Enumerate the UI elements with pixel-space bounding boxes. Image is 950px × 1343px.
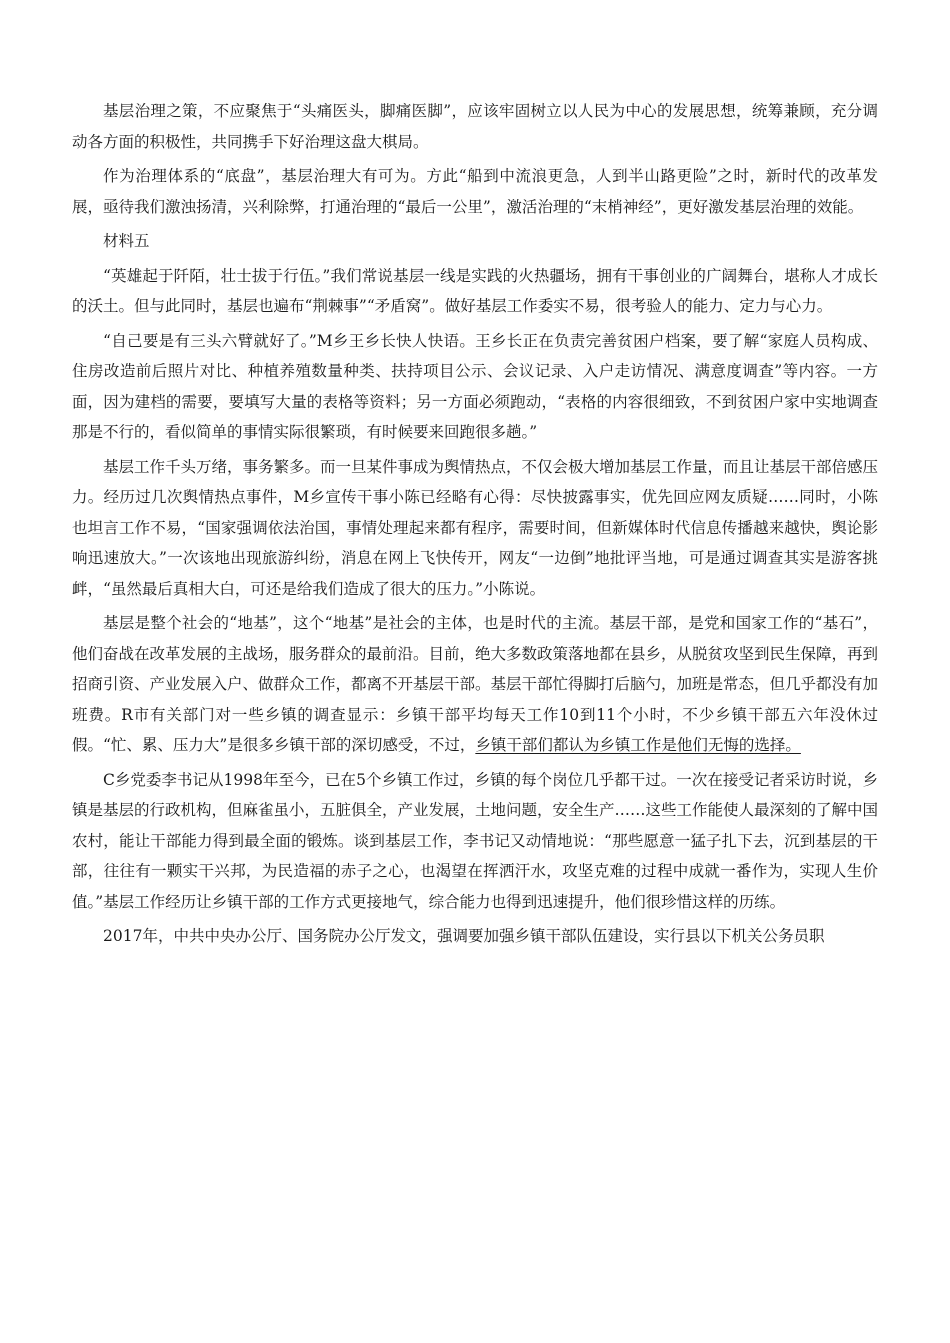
paragraph-3: “英雄起于阡陌，壮士拔于行伍。”我们常说基层一线是实践的火热疆场，拥有干事创业的广阔舞台，堪称人才成长的沃土。但与此同时，基层也遍布“荆棘事”“矛盾窝”。做好基层工作委实不易，很考验人的能力、定力与心力。	[72, 266, 878, 315]
section-heading-material-five: 材料五	[103, 232, 150, 250]
underlined-sentence: 乡镇干部们都认为乡镇工作是他们无悔的选择。	[475, 736, 801, 754]
paragraph-6-text: 基层是整个社会的“地基”，这个“地基”是社会的主体，也是时代的主流。基层干部，是党和国家工作的“基石”，他们奋战在改革发展的主战场，服务群众的最前沿。目前，绝大多数政策落地都在县乡，从脱贫攻坚到民生保障，再到招商引资、产业发展入户、做群众工作，都离不开基层干部。基层干部忙得脚打后脑勺，加班是常态，但几乎都没有加班费。R市有关部门对一些乡镇的调查显示：乡镇干部平均每天工作10到11个小时，不少乡镇干部五六年没休过假。“忙、累、压力大”是很多乡镇干部的深切感受，不过，	[72, 614, 879, 754]
paragraph-1: 基层治理之策，不应聚焦于“头痛医头，脚痛医脚”，应该牢固树立以人民为中心的发展思想，统筹兼顾，充分调动各方面的积极性，共同携手下好治理这盘大棋局。	[72, 102, 878, 151]
paragraph-8: 2017年，中共中央办公厅、国务院办公厅发文，强调要加强乡镇干部队伍建设，实行县以下机关公务员职	[103, 927, 825, 945]
paragraph-6	[72, 608, 878, 761]
paragraph-5: 基层工作千头万绪，事务繁多。而一旦某件事成为舆情热点，不仅会极大增加基层工作量，而且让基层干部倍感压力。经历过几次舆情热点事件，M乡宣传干事小陈已经略有心得：尽快披露事实，优先回应网友质疑……同时，小陈也坦言工作不易，“国家强调依法治国，事情处理起来都有程序，需要时间，但新媒体时代信息传播越来越快，舆论影响迅速放大。”一次该地出现旅游纠纷，消息在网上飞快传开，网友“一边倒”地批评当地，可是通过调查其实是游客挑衅，“虽然最后真相大白，可还是给我们造成了很大的压力。”小陈说。	[72, 457, 879, 598]
paragraph-2: 作为治理体系的“底盘”，基层治理大有可为。方此“船到中流浪更急，人到半山路更险”之时，新时代的改革发展，亟待我们激浊扬清，兴利除弊，打通治理的“最后一公里”，激活治理的“末梢神经”，更好激发基层治理的效能。	[72, 167, 878, 216]
document-page	[72, 96, 878, 956]
paragraph-7: C乡党委李书记从1998年至今，已在5个乡镇工作过，乡镇的每个岗位几乎都干过。一次在接受记者采访时说，乡镇是基层的行政机构，但麻雀虽小，五脏俱全，产业发展，土地问题，安全生产……这些工作能使人最深刻的了解中国农村，能让干部能力得到最全面的锻炼。谈到基层工作，李书记又动情地说：“那些愿意一猛子扎下去，沉到基层的干部，往往有一颗实干兴邦，为民造福的赤子之心，也渴望在挥洒汗水，攻坚克难的过程中成就一番作为，实现人生价值。”基层工作经历让乡镇干部的工作方式更接地气，综合能力也得到迅速提升，他们很珍惜这样的历练。	[72, 770, 879, 911]
paragraph-4: “自己要是有三头六臂就好了。”M乡王乡长快人快语。王乡长正在负责完善贫困户档案，要了解“家庭人员构成、住房改造前后照片对比、种植养殖数量种类、扶持项目公示、会议记录、入户走访情况、满意度调查”等内容。一方面，因为建档的需要，要填写大量的表格等资料；另一方面必须跑动，“表格的内容很细致，不到贫困户家中实地调查那是不行的，看似简单的事情实际很繁琐，有时候要来回跑很多趟。”	[72, 331, 878, 441]
